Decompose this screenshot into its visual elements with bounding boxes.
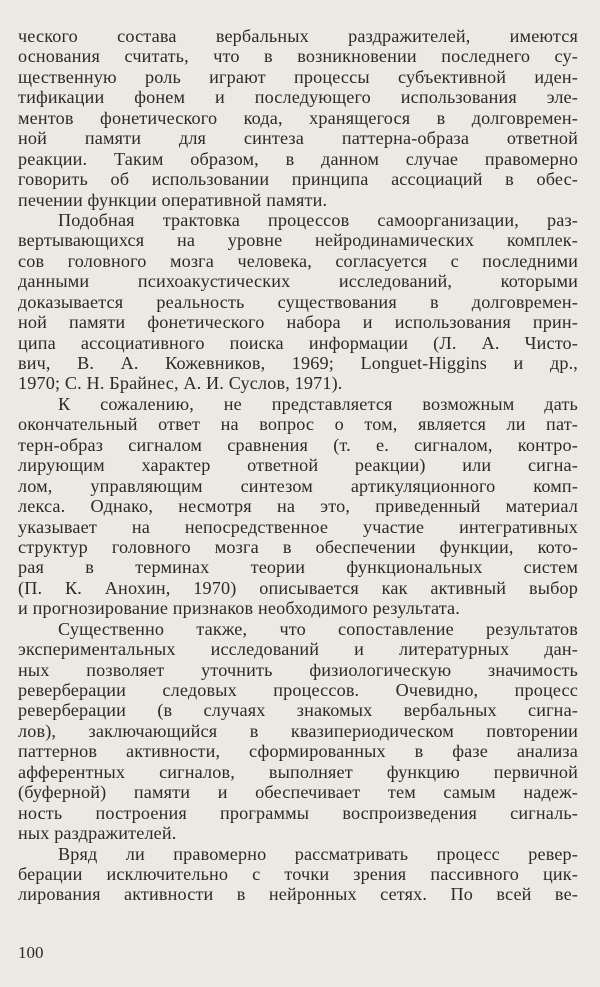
text-line: экспериментальных исследований и литературных дан-	[18, 639, 578, 660]
text-line: сов головного мозга человека, согласуется с последними	[18, 250, 578, 271]
text-line: ных позволяет уточнить физиологическую значимость	[18, 659, 578, 680]
text-line: ной памяти для синтеза паттерна-образа ответной	[18, 128, 578, 149]
text-line: вертывающихся на уровне нейродинамических комплек-	[18, 230, 578, 251]
text-line: Подобная трактовка процессов самоорганизации, раз-	[58, 209, 578, 230]
text-line: ной памяти фонетического набора и использования прин-	[18, 312, 578, 333]
text-line: (П. К. Анохин, 1970) описывается как активный выбор	[18, 577, 578, 598]
text-line: терн-образ сигналом сравнения (т. е. сигналом, контро-	[18, 434, 578, 455]
text-line: лекса. Однако, несмотря на это, приведенный материал	[18, 496, 578, 517]
text-line: ность построения программы воспроизведения сигналь-	[18, 802, 578, 823]
text-line: 1970; С. Н. Брайнес, А. И. Суслов, 1971).	[18, 373, 343, 394]
paragraph-2	[18, 210, 578, 394]
text-line: окончательный ответ на вопрос о том, является ли пат-	[18, 414, 578, 435]
text-line: структур головного мозга в обеспечении функции, кото-	[18, 536, 578, 557]
text-line: указывает на непосредственное участие интегративных	[18, 516, 578, 537]
body-text	[18, 26, 578, 905]
text-line: рая в терминах теории функциональных систем	[18, 557, 578, 578]
text-line: реверберации следовых процессов. Очевидно, процесс	[18, 680, 578, 700]
text-line: ческого состава вербальных раздражителей, имеются	[18, 26, 578, 46]
text-line: реакции. Таким образом, в данном случае правомерно	[18, 148, 578, 169]
text-line: основания считать, что в возникновении последнего су-	[18, 46, 578, 67]
text-line: вич, В. А. Кожевников, 1969; Longuet-Higgins и др.,	[18, 353, 578, 373]
text-line: лом, управляющим синтезом артикуляционного комп-	[18, 475, 578, 496]
text-line: реверберации (в случаях знакомых вербальных сигна-	[18, 700, 578, 721]
text-line: паттернов активности, сформированных в фазе анализа	[18, 741, 578, 762]
text-line: Существенно также, что сопоставление результатов	[58, 618, 578, 639]
text-line: лирующим характер ответной реакции) или сигна-	[18, 455, 578, 476]
paragraph-5	[18, 844, 578, 905]
text-line: К сожалению, не представляется возможным дать	[58, 393, 578, 414]
text-line: ментов фонетического кода, хранящегося в долговремен-	[18, 107, 578, 128]
paragraph-1	[18, 26, 578, 210]
text-line: и прогнозирование признаков необходимого результата.	[18, 598, 460, 619]
text-line: данными психоакустических исследований, которыми	[18, 271, 578, 292]
paragraph-4	[18, 619, 578, 844]
paragraph-3	[18, 394, 578, 619]
text-line: говорить об использовании принципа ассоциаций в обес-	[18, 169, 578, 190]
text-line: берации исключительно с точки зрения пассивного цик-	[18, 863, 578, 884]
text-line: щественную роль играют процессы субъективной иден-	[18, 66, 578, 87]
text-line: (буферной) памяти и обеспечивает тем самым надеж-	[18, 782, 578, 803]
text-line: ципа ассоциативного поиска информации (Л. А. Чисто-	[18, 332, 578, 353]
page-number: 100	[18, 943, 44, 962]
text-line: доказывается реальность существования в долговремен-	[18, 291, 578, 312]
text-line: тификации фонем и последующего использования эле-	[18, 87, 578, 108]
text-line: ных раздражителей.	[18, 823, 177, 844]
text-line: лов), заключающийся в квазипериодическом повторении	[18, 720, 578, 741]
text-line: лирования активности в нейронных сетях. По всей ве-	[18, 884, 578, 905]
text-line: печении функции оперативной памяти.	[18, 189, 328, 210]
text-line: афферентных сигналов, выполняет функцию первичной	[18, 761, 578, 782]
text-line: Вряд ли правомерно рассматривать процесс ревер-	[58, 843, 578, 864]
